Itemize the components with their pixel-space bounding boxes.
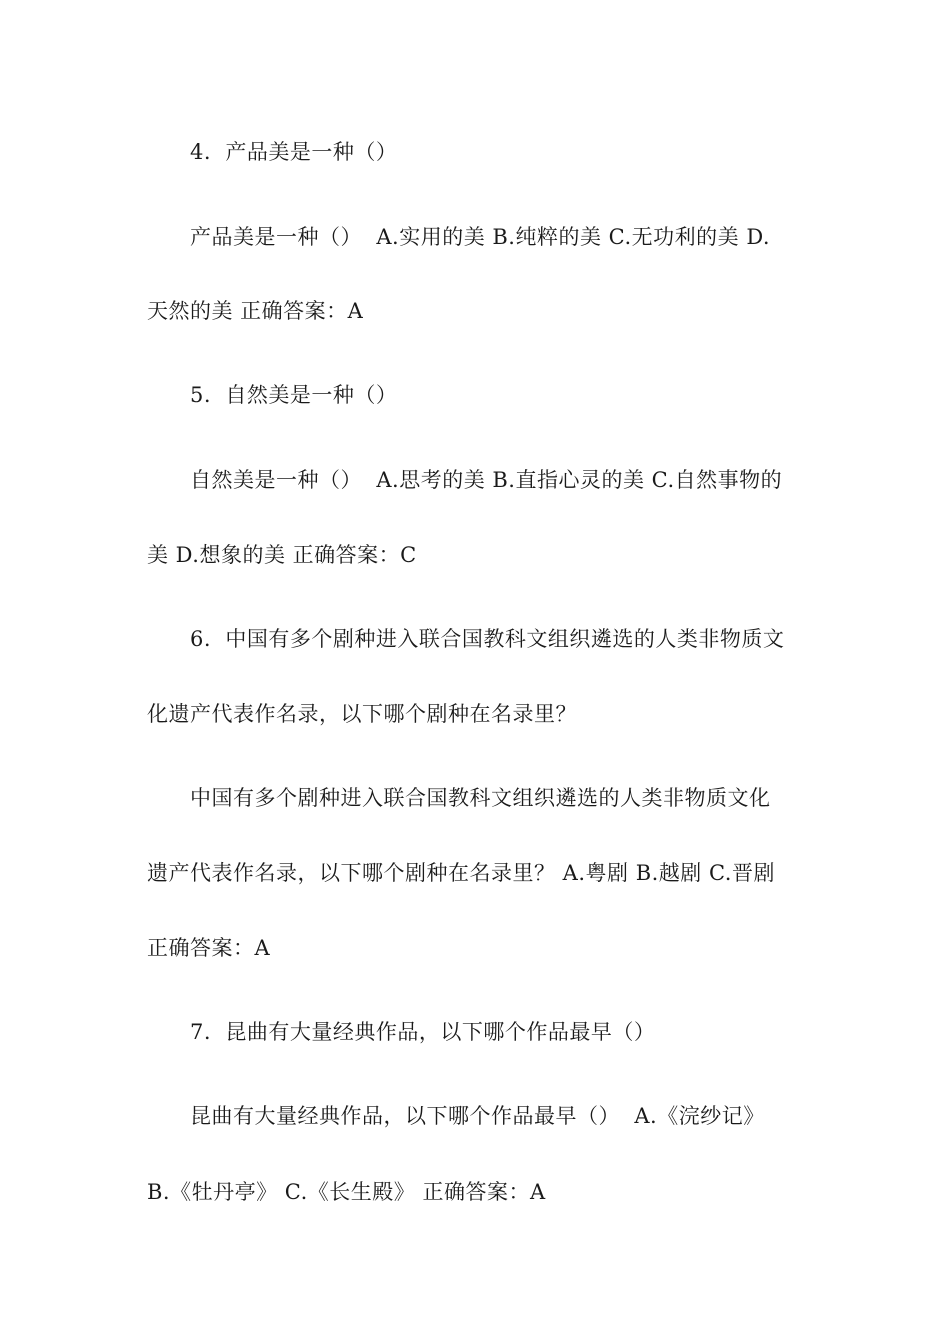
- question-4-title: 4. 产品美是一种（）: [190, 140, 398, 164]
- question-7-body-line-2: B.《牡丹亭》 C.《长生殿》 正确答案：A: [147, 1180, 546, 1204]
- question-5-body-line-2: 美 D.想象的美 正确答案：C: [147, 543, 417, 567]
- question-7-title: 7. 昆曲有大量经典作品，以下哪个作品最早（）: [190, 1020, 656, 1044]
- question-4-body-line-1: 产品美是一种（） A.实用的美 B.纯粹的美 C.无功利的美 D.: [190, 225, 771, 249]
- question-6-title-line-2: 化遗产代表作名录，以下哪个剧种在名录里？: [147, 702, 577, 726]
- question-4-body-line-2: 天然的美 正确答案：A: [147, 299, 364, 323]
- question-5-title: 5. 自然美是一种（）: [190, 383, 398, 407]
- question-6-body-line-1: 中国有多个剧种进入联合国教科文组织遴选的人类非物质文化: [190, 786, 771, 810]
- question-5-body-line-1: 自然美是一种（） A.思考的美 B.直指心灵的美 C.自然事物的: [190, 468, 783, 492]
- question-6-body-line-3: 正确答案：A: [147, 936, 271, 960]
- question-6-body-line-2: 遗产代表作名录，以下哪个剧种在名录里？ A.粤剧 B.越剧 C.晋剧: [147, 861, 775, 885]
- question-7-body-line-1: 昆曲有大量经典作品，以下哪个作品最早（） A.《浣纱记》: [190, 1104, 765, 1128]
- question-6-title-line-1: 6. 中国有多个剧种进入联合国教科文组织遴选的人类非物质文: [190, 627, 785, 651]
